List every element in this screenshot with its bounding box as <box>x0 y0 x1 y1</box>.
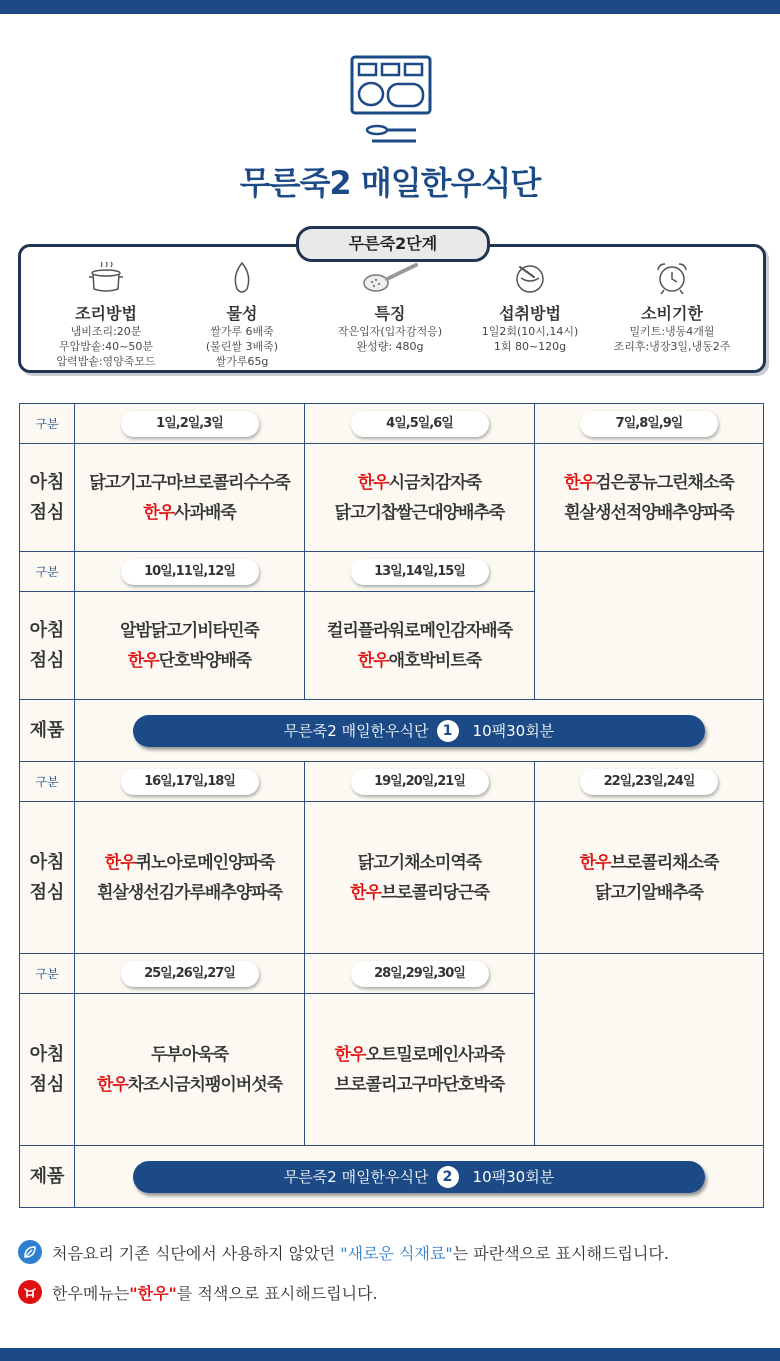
dish-name: 검은콩뉴그린채소죽 <box>595 472 734 493</box>
breakfast-label: 아침 <box>29 619 65 641</box>
hanwoo-mark: 한우 <box>334 1044 366 1065</box>
lunch-label: 점심 <box>29 501 65 523</box>
lunch-dish <box>75 498 304 528</box>
days-cell <box>305 762 535 802</box>
meal-row <box>20 444 764 552</box>
rice-grain-icon <box>230 261 254 295</box>
info-texture <box>167 259 317 369</box>
days-pill: 28일,29일,30일 <box>351 961 489 987</box>
breakfast-dish <box>305 616 534 646</box>
row-label: 제품 <box>20 1146 75 1208</box>
days-cell <box>535 762 764 802</box>
hanwoo-mark: 한우 <box>127 650 159 671</box>
hanwoo-mark: 한우 <box>143 502 175 523</box>
days-pill: 16일,17일,18일 <box>121 769 259 795</box>
info-line: 압력밥솥:영양죽모드 <box>56 355 156 368</box>
lunch-label: 점심 <box>29 649 65 671</box>
info-label: 섭취방법 <box>499 304 561 323</box>
row-label: 구분 <box>20 404 75 444</box>
dish-name: 흰살생선적양배추양파죽 <box>564 502 734 523</box>
lunch-dish <box>305 646 534 676</box>
info-line: 완성량: 480g <box>356 340 424 353</box>
breakfast-dish <box>75 616 304 646</box>
note-highlight: "새로운 식재료" <box>340 1243 453 1263</box>
days-pill: 25일,26일,27일 <box>121 961 259 987</box>
meal-tray-icon <box>350 55 432 145</box>
days-row <box>20 404 764 444</box>
breakfast-label: 아침 <box>29 851 65 873</box>
days-cell <box>75 954 305 994</box>
lunch-dish <box>75 878 304 908</box>
meal-cell <box>535 444 764 552</box>
top-bar <box>0 0 780 14</box>
dish-name: 브로콜리채소죽 <box>610 852 719 873</box>
info-line: 1회 80~120g <box>493 340 567 353</box>
info-intake <box>455 259 605 354</box>
meal-cell <box>75 802 305 954</box>
days-cell <box>535 404 764 444</box>
meal-row <box>20 802 764 954</box>
dish-name: 애호박비트죽 <box>388 650 482 671</box>
row-label: 제품 <box>20 700 75 762</box>
info-line: 무압밥솥:40~50분 <box>58 340 154 353</box>
dish-name: 브로콜리고구마단호박죽 <box>334 1074 505 1095</box>
days-pill: 10일,11일,12일 <box>121 559 259 585</box>
info-line: 쌀가루 6배죽 <box>210 325 274 338</box>
info-line: 쌀가루65g <box>215 355 269 368</box>
days-row <box>20 954 764 994</box>
dish-name: 퀴노아로메인양파죽 <box>135 852 275 873</box>
menu-table <box>19 403 764 1208</box>
breakfast-dish <box>305 1040 534 1070</box>
days-pill: 19일,20일,21일 <box>351 769 489 795</box>
breakfast-dish <box>75 468 304 498</box>
note-hanwoo <box>18 1280 378 1304</box>
breakfast-dish <box>305 468 534 498</box>
row-label: 구분 <box>20 954 75 994</box>
hanwoo-mark: 한우 <box>96 1074 128 1095</box>
info-line: 작은입자(입자감적응) <box>337 325 443 338</box>
hanwoo-mark: 한우 <box>579 852 611 873</box>
row-label: 구분 <box>20 762 75 802</box>
lunch-dish <box>305 1070 534 1100</box>
product-name: 무른죽2 매일한우식단 <box>283 722 429 740</box>
dish-name: 닭고기알배추죽 <box>595 882 703 903</box>
meal-cell <box>305 994 535 1146</box>
meal-label-cell <box>20 592 75 700</box>
dish-name: 닭고기채소미역죽 <box>357 852 482 873</box>
note-text: 처음요리 기존 식단에서 사용하지 않았던 <box>52 1243 336 1263</box>
dish-name: 브로콜리당근죽 <box>380 882 489 903</box>
product-row <box>20 1146 764 1208</box>
row-label: 구분 <box>20 552 75 592</box>
product-cell <box>75 1146 764 1208</box>
breakfast-label: 아침 <box>29 1043 65 1065</box>
dish-name: 닭고기찹쌀근대양배추죽 <box>334 502 505 523</box>
product-number: 1 <box>437 720 459 742</box>
meal-cell <box>305 444 535 552</box>
dish-name: 두부아욱죽 <box>150 1044 229 1065</box>
alarm-clock-icon <box>655 261 689 295</box>
info-label: 조리방법 <box>75 304 137 323</box>
meal-label-cell <box>20 994 75 1146</box>
hanwoo-mark: 한우 <box>357 650 389 671</box>
days-pill: 13일,14일,15일 <box>351 559 489 585</box>
dish-name: 흰살생선김가루배추양파죽 <box>96 882 283 903</box>
days-row <box>20 762 764 802</box>
info-line: 1일2회(10시,14시) <box>481 325 579 338</box>
breakfast-dish <box>305 848 534 878</box>
breakfast-dish <box>75 848 304 878</box>
dish-name: 시금치감자죽 <box>388 472 482 493</box>
dish-name: 알밤닭고기비타민죽 <box>120 620 259 641</box>
stage-tag: 무른죽2단계 <box>296 226 490 262</box>
note-new-ingredient <box>18 1240 669 1264</box>
dish-name: 단호박양배죽 <box>158 650 252 671</box>
lunch-label: 점심 <box>29 1073 65 1095</box>
meal-cell <box>305 592 535 700</box>
days-cell <box>305 954 535 994</box>
hanwoo-mark: 한우 <box>564 472 596 493</box>
days-cell <box>75 762 305 802</box>
days-pill: 7일,8일,9일 <box>580 411 718 437</box>
dish-name: 차조시금치팽이버섯죽 <box>127 1074 283 1095</box>
days-pill: 4일,5일,6일 <box>351 411 489 437</box>
hanwoo-mark: 한우 <box>350 882 381 903</box>
meal-cell <box>75 592 305 700</box>
page-title: 무른죽2 매일한우식단 <box>239 164 541 202</box>
note-text: 한우메뉴는 <box>52 1283 130 1303</box>
info-expiry <box>597 259 747 354</box>
info-line: 조리후:냉장3일,냉동2주 <box>613 340 731 353</box>
lunch-dish <box>305 878 534 908</box>
meal-label-cell <box>20 802 75 954</box>
lunch-dish <box>305 498 534 528</box>
lunch-dish <box>535 878 763 908</box>
product-cell <box>75 700 764 762</box>
days-pill: 1일,2일,3일 <box>121 411 259 437</box>
meal-cell <box>305 802 535 954</box>
empty-cell <box>535 954 764 1146</box>
days-pill: 22일,23일,24일 <box>580 769 718 795</box>
product-name: 무른죽2 매일한우식단 <box>283 1168 429 1186</box>
lunch-label: 점심 <box>29 881 65 903</box>
hanwoo-mark: 한우 <box>357 472 389 493</box>
note-text: 를 적색으로 표시해드립니다. <box>176 1283 378 1303</box>
note-highlight: "한우" <box>129 1283 177 1303</box>
dish-name: 오트밀로메인사과죽 <box>365 1044 505 1065</box>
info-label: 특징 <box>374 304 406 323</box>
info-label: 소비기한 <box>641 304 703 323</box>
info-line: (불린쌀 3배죽) <box>205 340 279 353</box>
days-cell <box>75 404 305 444</box>
info-line: 밀키트:냉동4개월 <box>629 325 715 338</box>
breakfast-label: 아침 <box>29 471 65 493</box>
product-number: 2 <box>437 1166 459 1188</box>
product-amount: 10팩30회분 <box>472 1168 555 1186</box>
meal-label-cell <box>20 444 75 552</box>
days-cell <box>75 552 305 592</box>
lunch-dish <box>535 498 763 528</box>
pot-icon <box>88 261 124 295</box>
days-cell <box>305 404 535 444</box>
meal-cell <box>535 802 764 954</box>
product-amount: 10팩30회분 <box>472 722 555 740</box>
info-box <box>18 244 766 373</box>
days-cell <box>305 552 535 592</box>
product-bar <box>133 715 705 747</box>
product-bar <box>133 1161 705 1193</box>
bottom-bar <box>0 1348 780 1361</box>
dish-name: 컬리플라워로메인감자배죽 <box>326 620 513 641</box>
bowl-icon <box>512 261 548 295</box>
meal-cell <box>75 994 305 1146</box>
meal-cell <box>75 444 305 552</box>
info-feature <box>315 259 465 354</box>
dish-name: 닭고기고구마브로콜리수수죽 <box>89 472 290 493</box>
spoon-icon <box>362 261 418 295</box>
info-label: 물성 <box>226 304 258 323</box>
info-line: 냄비조리:20분 <box>70 325 142 338</box>
breakfast-dish <box>535 848 763 878</box>
product-row <box>20 700 764 762</box>
lunch-dish <box>75 646 304 676</box>
days-row <box>20 552 764 592</box>
breakfast-dish <box>75 1040 304 1070</box>
cow-icon <box>18 1280 42 1304</box>
dish-name: 사과배죽 <box>174 502 236 523</box>
hanwoo-mark: 한우 <box>104 852 136 873</box>
breakfast-dish <box>535 468 763 498</box>
lunch-dish <box>75 1070 304 1100</box>
leaf-icon <box>18 1240 42 1264</box>
empty-cell <box>535 552 764 700</box>
note-text: 는 파란색으로 표시해드립니다. <box>452 1243 669 1263</box>
info-cooking <box>31 259 181 369</box>
